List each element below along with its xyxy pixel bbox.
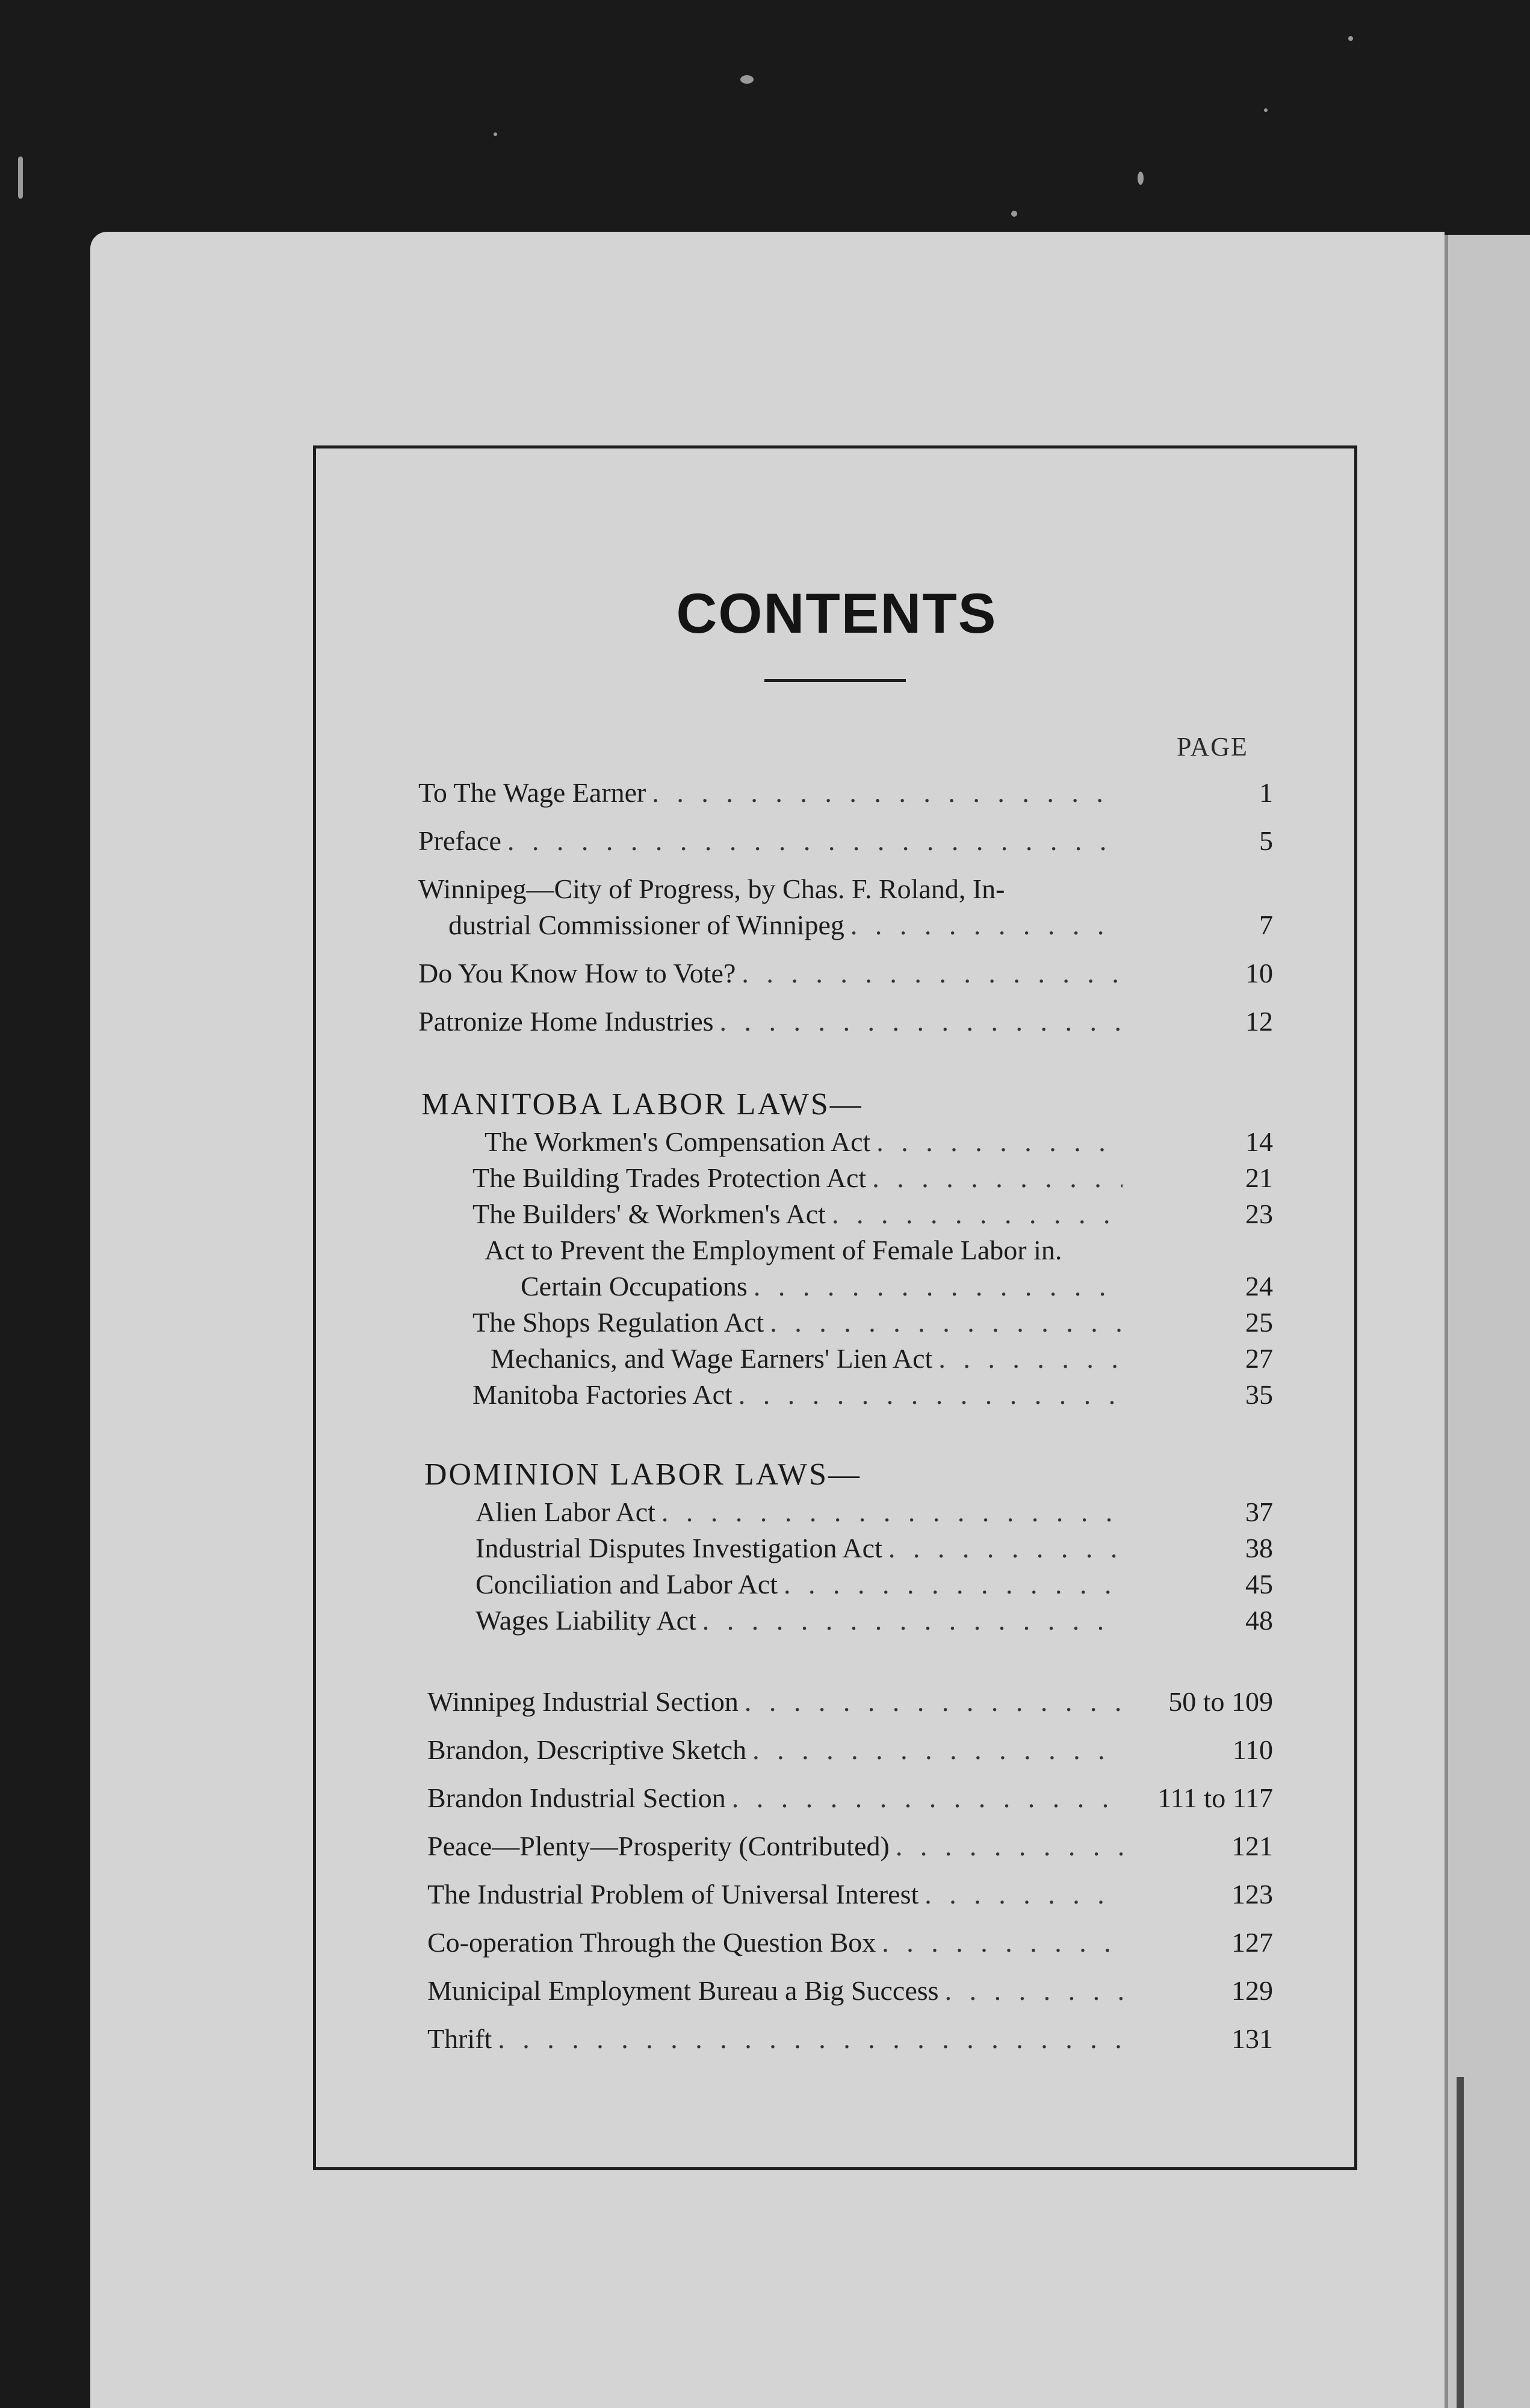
toc-entry-title: Industrial Disputes Investigation Act [475,1533,882,1563]
toc-entry-page: 1 [1259,777,1273,808]
leader-dots [739,1379,1123,1410]
toc-entry [427,2023,1273,2065]
scan-speck [1264,108,1268,112]
toc-entry-title: Thrift [427,2023,492,2054]
toc-entry-page: 123 [1231,1879,1273,1910]
leader-dots [754,1270,1123,1302]
leader-dots [652,777,1123,808]
section-heading-dominion: DOMINION LABOR LAWS— [424,1457,862,1492]
toc-entry-title: Patronize Home Industries [418,1006,714,1037]
scan-speck [1011,211,1017,217]
toc-entry [427,1734,1273,1776]
toc-entry [448,909,1273,951]
toc-entry-title: Mechanics, and Wage Earners' Lien Act [491,1343,933,1374]
toc-entry-page: 24 [1245,1271,1273,1302]
toc-entry-page: 25 [1245,1307,1273,1338]
toc-entry-page: 35 [1245,1379,1273,1410]
leader-dots [882,1926,1123,1958]
leader-dots [876,1126,1123,1158]
toc-entry-title: Do You Know How to Vote? [418,958,736,988]
scan-speck [18,157,23,199]
toc-entry-title-line [418,873,1005,905]
toc-entry-title: Manitoba Factories Act [472,1379,732,1410]
toc-entry-page: 111 to 117 [1157,1783,1273,1813]
toc-entry [427,1830,1273,1872]
scan-speck [1138,172,1144,185]
leader-dots [850,909,1123,941]
toc-entry-title: The Workmen's Compensation Act [485,1126,871,1157]
toc-entry-page: 14 [1245,1126,1273,1157]
toc-entry-page: 10 [1245,958,1273,988]
toc-entry-title: Alien Labor Act [475,1497,655,1527]
leader-dots [661,1496,1123,1528]
leader-dots [702,1604,1123,1636]
toc-entry [418,957,1273,999]
toc-entry-title: Co-operation Through the Question Box [427,1927,876,1958]
toc-entry-page: 12 [1245,1006,1273,1037]
toc-entry-title: The Shops Regulation Act [472,1307,764,1338]
toc-entry [472,1379,1273,1421]
toc-entry [427,1782,1273,1824]
leader-dots [742,957,1123,989]
toc-entry-title: Winnipeg Industrial Section [427,1686,739,1717]
leader-dots [925,1878,1123,1910]
toc-entry [427,1926,1273,1969]
scan-speck [1348,36,1353,41]
toc-entry-page: 131 [1231,2023,1273,2054]
toc-entry [418,777,1273,819]
page-title: CONTENTS [676,582,997,645]
toc-entry-page: 37 [1245,1497,1273,1527]
toc-entry-title: Municipal Employment Bureau a Big Success [427,1975,939,2006]
toc-entry-page: 121 [1231,1831,1273,1861]
toc-entry-page: 5 [1259,825,1273,856]
toc-entry-page: 27 [1245,1343,1273,1374]
toc-entry-title: To The Wage Earner [418,777,646,808]
toc-entry-page: 7 [1259,910,1273,940]
leader-dots [732,1782,1123,1814]
toc-entry-title-line [485,1234,1062,1266]
toc-entry [475,1604,1273,1646]
leader-dots [945,1975,1123,2006]
toc-entry [418,825,1273,867]
facing-page-shadow [1457,2077,1464,2408]
toc-entry-title: Brandon, Descriptive Sketch [427,1734,747,1765]
toc-entry-continuation: dustrial Commissioner of Winnipeg [448,910,844,940]
leader-dots [752,1734,1123,1766]
leader-dots [896,1830,1123,1862]
leader-dots [745,1686,1123,1718]
toc-entry-page: 45 [1245,1569,1273,1600]
toc-entry-page: 110 [1232,1734,1273,1765]
section-heading-manitoba: MANITOBA LABOR LAWS— [421,1087,863,1122]
leader-dots [507,825,1123,857]
leader-dots [498,2023,1123,2055]
leader-dots [770,1306,1123,1338]
toc-entry-page: 23 [1245,1199,1273,1229]
toc-entry-page: 50 to 109 [1168,1686,1273,1717]
title-rule [764,679,906,682]
toc-entry-title: Preface [418,825,501,856]
toc-entry-page: 129 [1231,1975,1273,2006]
toc-entry-title: Winnipeg—City of Progress, by Chas. F. Roland, In- [418,874,1005,904]
scan-speck [740,75,754,84]
toc-entry-title: Peace—Plenty—Prosperity (Contributed) [427,1831,890,1861]
toc-entry [427,1975,1273,2017]
toc-entry-page: 48 [1245,1605,1273,1636]
toc-entry [418,1005,1273,1047]
toc-entry-title: The Industrial Problem of Universal Interest [427,1879,919,1910]
leader-dots [784,1568,1123,1600]
leader-dots [832,1198,1123,1230]
toc-entry-page: 38 [1245,1533,1273,1563]
scan-speck [494,132,497,136]
toc-entry [427,1686,1273,1728]
toc-entry-continuation: Certain Occupations [521,1271,748,1302]
toc-entry-title: Brandon Industrial Section [427,1783,726,1813]
toc-entry-page: 21 [1245,1162,1273,1193]
page-column-header: PAGE [1177,732,1248,762]
leader-dots [720,1005,1123,1037]
toc-entry-page: 127 [1231,1927,1273,1958]
leader-dots [888,1532,1123,1564]
leader-dots [938,1342,1123,1374]
toc-entry-title: The Building Trades Protection Act [472,1162,867,1193]
toc-entry [427,1878,1273,1920]
leader-dots [872,1162,1123,1194]
toc-entry-title: Act to Prevent the Employment of Female Labor in. [485,1235,1062,1265]
toc-entry-title: The Builders' & Workmen's Act [472,1199,826,1229]
toc-entry-title: Wages Liability Act [475,1605,696,1636]
toc-entry-title: Conciliation and Labor Act [475,1569,778,1600]
